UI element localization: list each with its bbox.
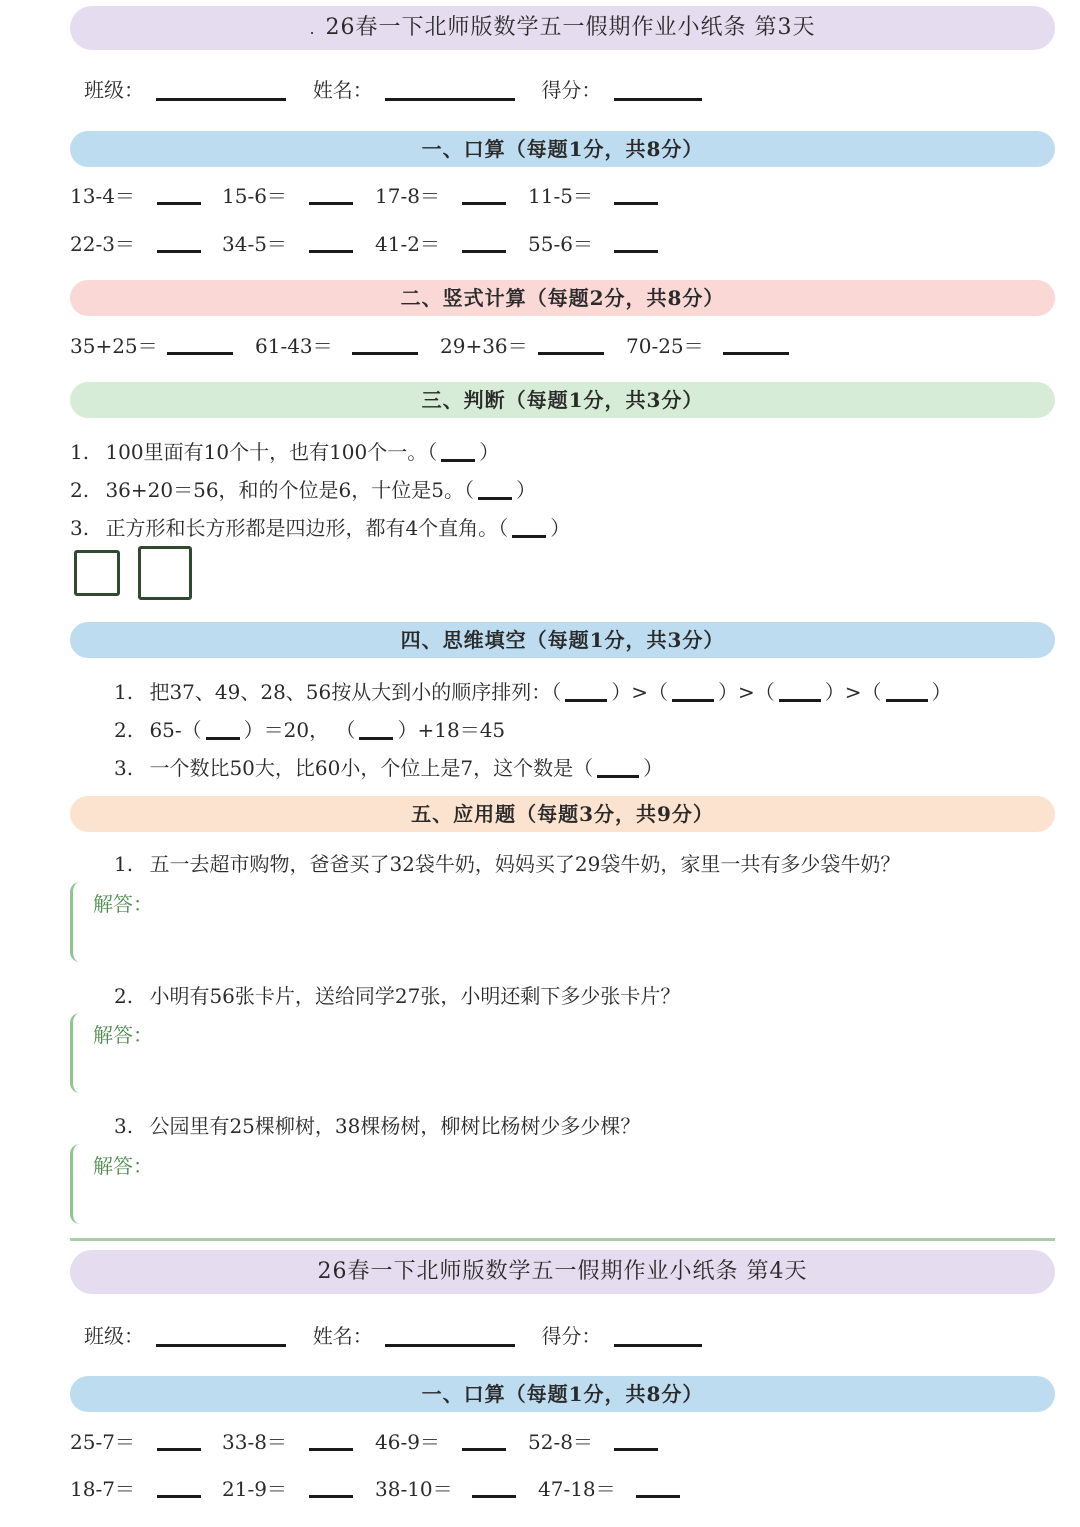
problem-text: 11-5＝	[528, 184, 593, 208]
problem-item	[70, 1473, 135, 1502]
answer-area[interactable]	[70, 1144, 1053, 1224]
problem-text: 52-8＝	[528, 1430, 593, 1454]
answer-area[interactable]	[70, 882, 1053, 962]
judgment-item	[70, 512, 570, 541]
problem-text: 33-8＝	[222, 1430, 287, 1454]
page-title-day3	[70, 6, 1055, 50]
score-label: 得分：	[541, 78, 602, 102]
item-number: 1.	[114, 680, 134, 704]
separator: ）>（	[824, 680, 882, 704]
answer-label: 解答：	[93, 1023, 153, 1047]
answer-blank[interactable]	[309, 1426, 353, 1451]
answer-label: 解答：	[93, 1154, 153, 1178]
section-header-true-false: 三、判断（每题1分，共3分）	[70, 382, 1055, 418]
problem-item	[528, 228, 593, 257]
answer-area[interactable]	[70, 1013, 1053, 1093]
problem-item	[440, 330, 528, 359]
item-text: 公园里有25棵柳树，38棵杨树，柳树比杨树少多少棵？	[149, 1114, 641, 1138]
close-paren: ）	[931, 680, 952, 704]
score-field[interactable]	[614, 1344, 702, 1347]
class-label: 班级：	[84, 1324, 144, 1348]
score-field[interactable]	[614, 98, 702, 101]
answer-blank[interactable]	[614, 180, 658, 205]
problem-text: 55-6＝	[528, 232, 593, 256]
problem-item	[222, 1473, 287, 1502]
word-problem	[114, 980, 680, 1009]
problem-item	[70, 180, 135, 209]
fill-item	[114, 676, 952, 705]
problem-text: 17-8＝	[375, 184, 440, 208]
answer-blank[interactable]	[157, 1473, 201, 1498]
title-prefix: .	[309, 19, 316, 38]
problem-text: 15-6＝	[222, 184, 287, 208]
problem-item	[222, 180, 287, 209]
close-paren: ）	[479, 440, 500, 464]
name-field[interactable]	[385, 1344, 515, 1347]
answer-blank[interactable]	[886, 699, 928, 702]
answer-blank[interactable]	[565, 699, 607, 702]
answer-blank[interactable]	[462, 1426, 506, 1451]
answer-blank[interactable]	[538, 330, 604, 355]
item-number: 3.	[70, 516, 90, 540]
problem-text: 21-9＝	[222, 1477, 287, 1501]
class-field[interactable]	[156, 1344, 286, 1347]
item-number: 1.	[114, 852, 134, 876]
separator: ）>（	[718, 680, 775, 704]
item-text: 65-（	[149, 718, 202, 742]
name-label: 姓名：	[312, 78, 373, 102]
problem-text: 34-5＝	[222, 232, 287, 256]
page-divider	[70, 1238, 1055, 1241]
class-field[interactable]	[156, 98, 286, 101]
title-text: 26春一下北师版数学五一假期作业小纸条 第3天	[325, 15, 816, 40]
answer-blank[interactable]	[309, 180, 353, 205]
item-number: 1.	[70, 440, 90, 464]
section-header-vertical-calc: 二、竖式计算（每题2分，共8分）	[70, 280, 1055, 316]
answer-blank[interactable]	[462, 228, 506, 253]
answer-blank[interactable]	[157, 228, 201, 253]
fill-item	[114, 752, 663, 781]
item-text: 小明有56张卡片，送给同学27张，小明还剩下多少张卡片？	[149, 984, 681, 1008]
problem-item	[70, 228, 135, 257]
answer-blank[interactable]	[636, 1473, 680, 1498]
problem-text: 46-9＝	[375, 1430, 440, 1454]
answer-blank[interactable]	[157, 180, 201, 205]
close-paren: ）	[550, 516, 571, 540]
answer-blank[interactable]	[614, 228, 658, 253]
answer-blank[interactable]	[441, 459, 475, 462]
section-header-fill-in: 四、思维填空（每题1分，共3分）	[70, 622, 1055, 658]
separator: ）>（	[611, 680, 669, 704]
problem-text: 18-7＝	[70, 1477, 135, 1501]
answer-blank[interactable]	[157, 1426, 201, 1451]
fill-item	[114, 714, 505, 743]
answer-blank[interactable]	[478, 497, 512, 500]
answer-blank[interactable]	[309, 228, 353, 253]
answer-blank[interactable]	[462, 180, 506, 205]
item-text: ）+18＝45	[397, 718, 506, 742]
item-number: 3.	[114, 756, 134, 780]
problem-text: 25-7＝	[70, 1430, 135, 1454]
student-info-day4	[84, 1320, 702, 1349]
answer-blank[interactable]	[309, 1473, 353, 1498]
item-text: 100里面有10个十，也有100个一。（	[105, 440, 438, 464]
problem-item	[528, 180, 593, 209]
problem-text: 13-4＝	[70, 184, 135, 208]
problem-item	[375, 228, 440, 257]
answer-blank[interactable]	[206, 737, 240, 740]
problem-text: 35+25＝	[70, 334, 158, 358]
item-text: ）＝20， （	[243, 718, 356, 742]
name-field[interactable]	[385, 98, 515, 101]
problem-item	[626, 330, 704, 359]
section-header-word-problems: 五、应用题（每题3分，共9分）	[70, 796, 1055, 832]
problem-item	[70, 1426, 135, 1455]
item-number: 3.	[114, 1114, 134, 1138]
answer-blank[interactable]	[472, 1473, 516, 1498]
item-text: 把37、49、28、56按从大到小的顺序排列：（	[149, 680, 562, 704]
problem-item	[70, 330, 158, 359]
problem-item	[375, 1473, 453, 1502]
answer-blank[interactable]	[512, 535, 546, 538]
item-number: 2.	[70, 478, 90, 502]
problem-text: 61-43＝	[255, 334, 333, 358]
answer-blank[interactable]	[359, 737, 393, 740]
class-label: 班级：	[84, 78, 144, 102]
problem-text: 47-18＝	[538, 1477, 616, 1501]
section-header-mental-math: 一、口算（每题1分，共8分）	[70, 1376, 1055, 1412]
item-text: 五一去超市购物，爸爸买了32袋牛奶，妈妈买了29袋牛奶，家里一共有多少袋牛奶？	[149, 852, 901, 876]
word-problem	[114, 848, 900, 877]
answer-blank[interactable]	[167, 330, 233, 355]
item-text: 36+20＝56，和的个位是6，十位是5。（	[105, 478, 475, 502]
judgment-item	[70, 474, 536, 503]
name-label: 姓名：	[312, 1324, 373, 1348]
answer-blank[interactable]	[614, 1426, 658, 1451]
problem-text: 29+36＝	[440, 334, 528, 358]
problem-item	[375, 1426, 440, 1455]
judgment-item	[70, 436, 499, 465]
answer-blank[interactable]	[597, 775, 639, 778]
word-problem	[114, 1110, 640, 1139]
square-shape-icon	[138, 546, 192, 600]
answer-blank[interactable]	[672, 699, 714, 702]
square-shape-icon	[74, 550, 120, 596]
item-number: 2.	[114, 984, 134, 1008]
answer-blank[interactable]	[779, 699, 821, 702]
problem-item	[255, 330, 333, 359]
item-text: 一个数比50大，比60小，个位上是7，这个数是（	[149, 756, 594, 780]
close-paren: ）	[643, 756, 664, 780]
score-label: 得分：	[541, 1324, 602, 1348]
item-text: 正方形和长方形都是四边形，都有4个直角。（	[105, 516, 509, 540]
problem-item	[222, 1426, 287, 1455]
problem-item	[375, 180, 440, 209]
page-title-day4: 26春一下北师版数学五一假期作业小纸条 第4天	[70, 1250, 1055, 1294]
answer-label: 解答：	[93, 892, 153, 916]
item-number: 2.	[114, 718, 134, 742]
problem-text: 38-10＝	[375, 1477, 453, 1501]
problem-item	[222, 228, 287, 257]
problem-item	[538, 1473, 616, 1502]
close-paren: ）	[516, 478, 537, 502]
answer-blank[interactable]	[352, 330, 418, 355]
problem-text: 22-3＝	[70, 232, 135, 256]
problem-item	[528, 1426, 593, 1455]
problem-text: 41-2＝	[375, 232, 440, 256]
section-header-mental-math: 一、口算（每题1分，共8分）	[70, 131, 1055, 167]
answer-blank[interactable]	[723, 330, 789, 355]
student-info-day3	[84, 74, 702, 103]
problem-text: 70-25＝	[626, 334, 704, 358]
